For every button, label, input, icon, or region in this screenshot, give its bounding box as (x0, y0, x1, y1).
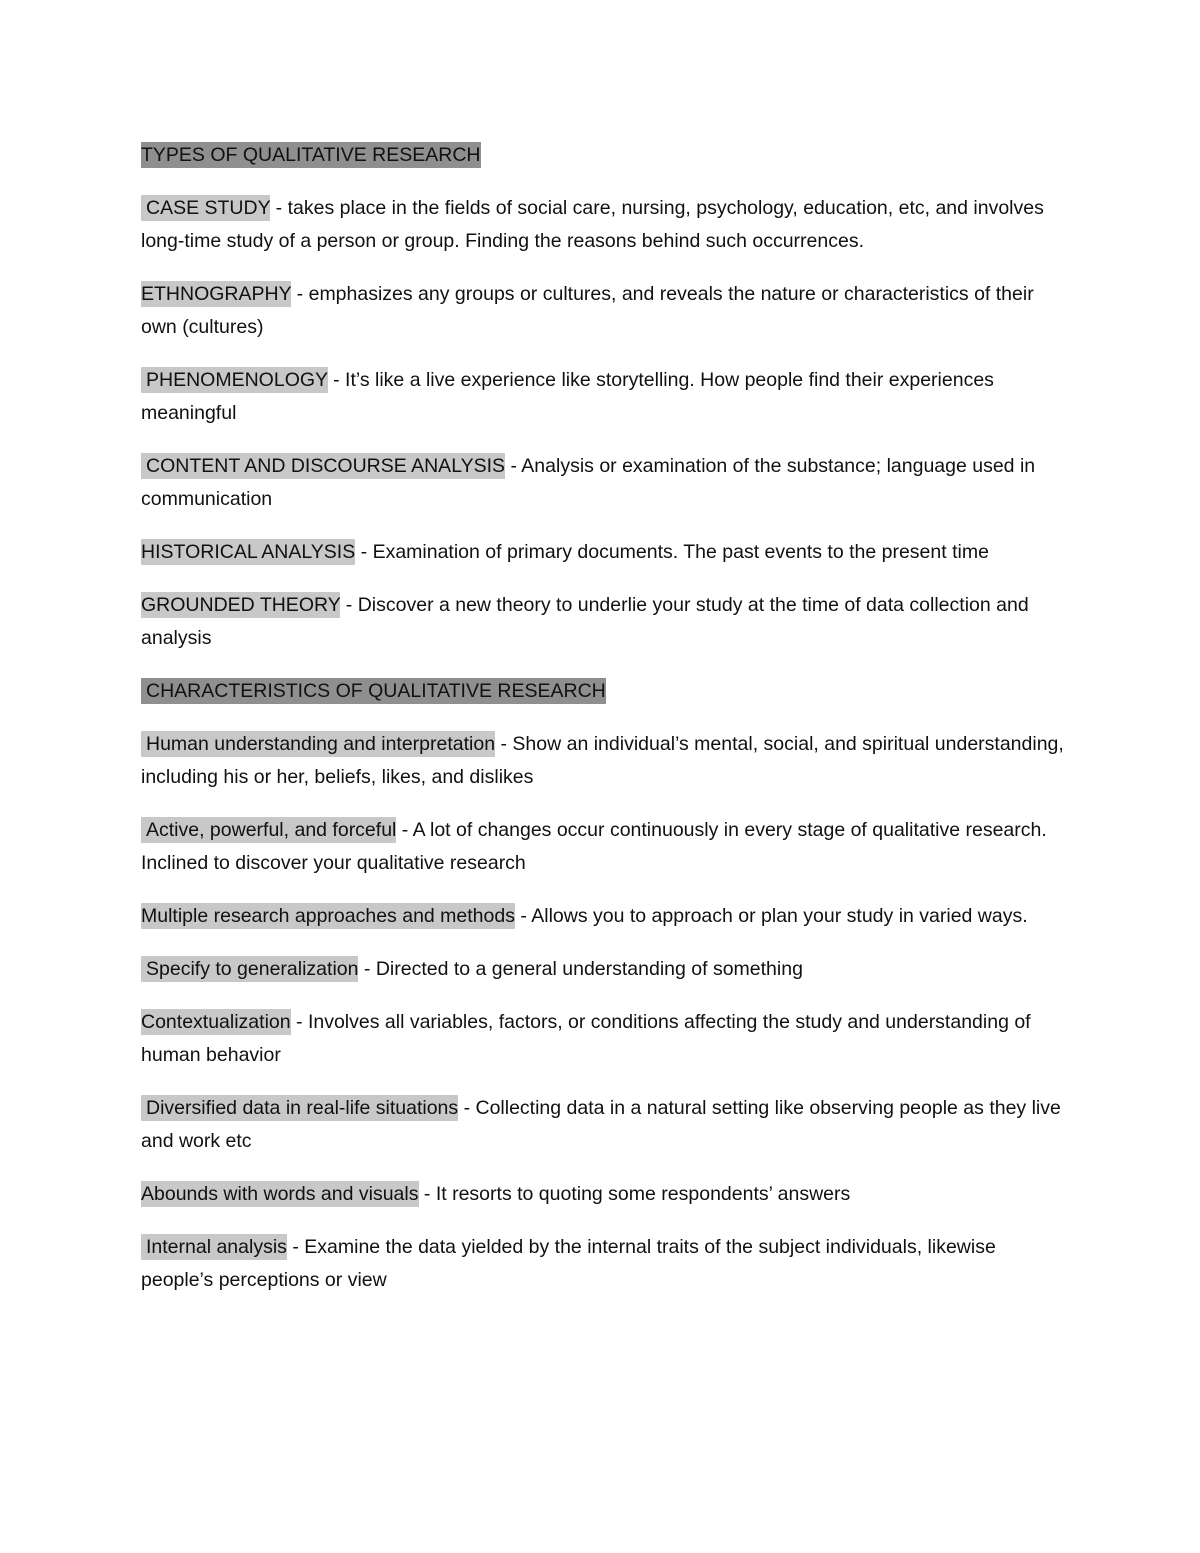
type-item-grounded-theory (141, 589, 1071, 655)
characteristic-term: Abounds with words and visuals (141, 1183, 419, 1205)
type-term: CONTENT AND DISCOURSE ANALYSIS (141, 453, 505, 479)
characteristic-item (141, 1231, 1071, 1297)
characteristic-definition: Allows you to approach or plan your study in varied ways. (531, 905, 1028, 927)
separator: - (340, 594, 358, 616)
characteristic-term: Human understanding and interpretation (141, 731, 495, 757)
characteristic-item (141, 814, 1071, 880)
type-item-content-discourse (141, 450, 1071, 516)
characteristic-definition: Collecting data in a natural setting like observing people as they live and work etc (141, 1097, 1061, 1152)
characteristic-term: Internal analysis (141, 1234, 287, 1260)
characteristic-definition: Examine the data yielded by the internal traits of the subject individuals, likewise people’s perceptions or view (141, 1236, 996, 1291)
types-heading (141, 139, 1071, 172)
types-heading-text: TYPES OF QUALITATIVE RESEARCH (141, 144, 481, 166)
characteristic-item (141, 900, 1071, 933)
document-body (141, 139, 1071, 1317)
type-definition: takes place in the fields of social care, nursing, psychology, education, etc, and involves long-time study of a person or group. Finding the reasons behind such occurrences. (141, 197, 1044, 252)
characteristic-definition: Involves all variables, factors, or conditions affecting the study and understanding of human behavior (141, 1011, 1031, 1066)
separator: - (286, 1236, 305, 1258)
separator: - (358, 958, 376, 980)
characteristic-term: Contextualization (141, 1011, 291, 1033)
separator: - (514, 905, 532, 927)
characteristic-definition: Directed to a general understanding of something (375, 958, 803, 980)
separator: - (291, 283, 309, 305)
type-term: GROUNDED THEORY (141, 594, 341, 616)
separator: - (396, 819, 413, 841)
separator: - (327, 369, 346, 391)
type-item-historical (141, 536, 1071, 569)
type-definition: emphasizes any groups or cultures, and reveals the nature or characteristics of their own (cultures) (141, 283, 1034, 338)
characteristic-definition: A lot of changes occur continuously in every stage of qualitative research. Inclined to discover your qualitative research (141, 819, 1047, 874)
type-term: ETHNOGRAPHY (141, 283, 292, 305)
type-item-phenomenology (141, 364, 1071, 430)
characteristic-term: Specify to generalization (141, 956, 358, 982)
type-term: PHENOMENOLOGY (141, 367, 328, 393)
separator: - (505, 455, 522, 477)
characteristic-term: Diversified data in real-life situations (141, 1095, 458, 1121)
type-definition: Analysis or examination of the substance; language used in communication (141, 455, 1036, 510)
characteristic-definition: It resorts to quoting some respondents’ answers (435, 1183, 851, 1205)
separator: - (290, 1011, 308, 1033)
type-item-ethnography (141, 278, 1071, 344)
separator: - (355, 541, 373, 563)
type-definition: It’s like a live experience like storytelling. How people find their experiences meaningful (141, 369, 994, 424)
characteristics-heading (141, 675, 1071, 708)
characteristic-term: Active, powerful, and forceful (141, 817, 396, 843)
characteristic-item (141, 1178, 1071, 1211)
type-term: HISTORICAL ANALYSIS (141, 541, 356, 563)
separator: - (418, 1183, 436, 1205)
type-definition: Examination of primary documents. The past events to the present time (372, 541, 989, 563)
separator: - (495, 733, 513, 755)
characteristic-term: Multiple research approaches and methods (141, 905, 515, 927)
separator: - (270, 197, 288, 219)
characteristic-item (141, 953, 1071, 986)
type-item-case-study (141, 192, 1071, 258)
characteristic-item (141, 728, 1071, 794)
characteristic-definition: Show an individual’s mental, social, and spiritual understanding, including his or her, beliefs, likes, and dislikes (141, 733, 1064, 788)
characteristics-heading-text: CHARACTERISTICS OF QUALITATIVE RESEARCH (141, 678, 606, 704)
characteristic-item (141, 1092, 1071, 1158)
type-term: CASE STUDY (141, 195, 270, 221)
characteristic-item (141, 1006, 1071, 1072)
separator: - (458, 1097, 476, 1119)
type-definition: Discover a new theory to underlie your study at the time of data collection and analysis (141, 594, 1029, 649)
